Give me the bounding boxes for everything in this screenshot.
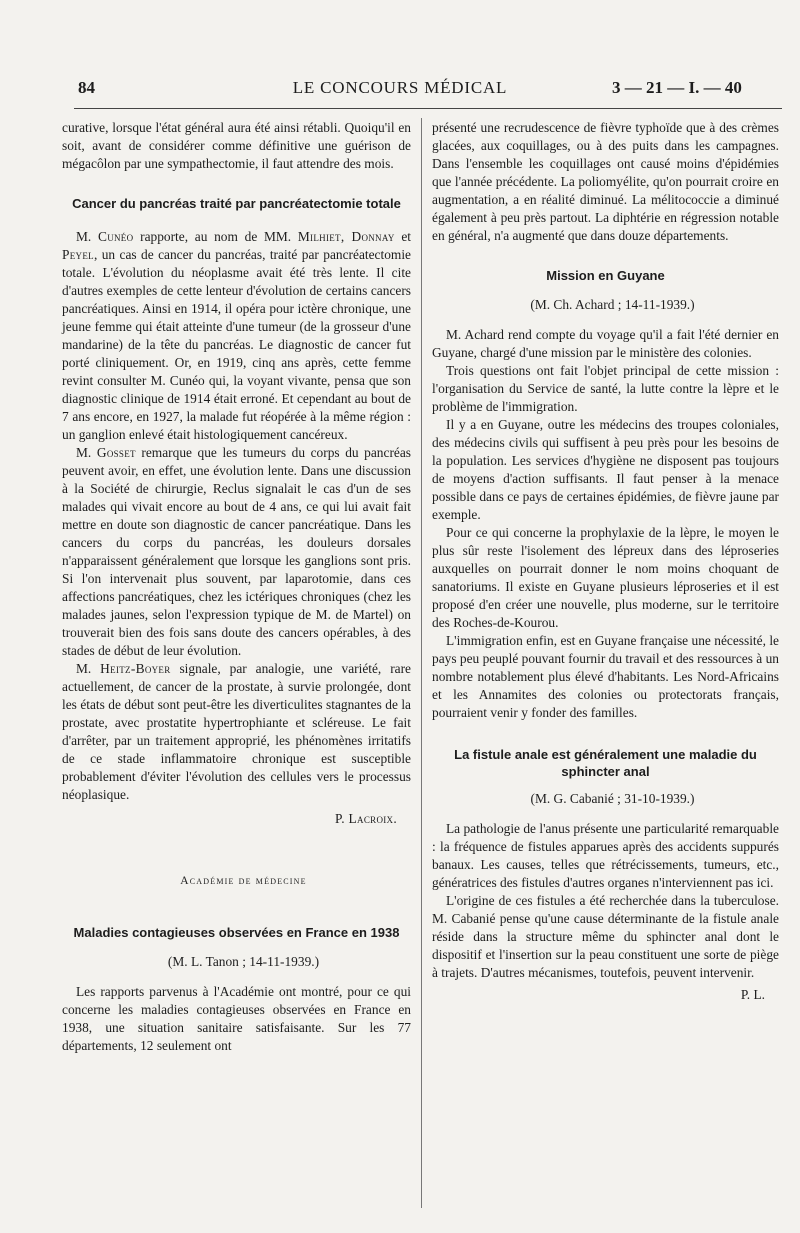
running-header	[0, 74, 800, 102]
reference: (M. G. Cabanié ; 31-10-1939.)	[530, 791, 695, 806]
author-name: Peyel	[62, 247, 94, 262]
paragraph: Les rapports parvenus à l'Académie ont montré, pour ce qui concerne les maladies contagieuses observées en France en 1938, une situation sanitaire satisfaisante. Sur les 77 départements, 12 seulement ont	[62, 984, 411, 1053]
section-heading: Cancer du pancréas traité par pancréatectomie totale	[72, 196, 401, 211]
reference: (M. Ch. Achard ; 14-11-1939.)	[530, 297, 695, 312]
paragraph: Pour ce qui concerne la prophylaxie de la lèpre, le moyen le plus sûr reste l'isolement des lépreux dans des léproseries auxquelles on pourrait donner le nom moins choquant de sanatoriums. Il existe en Guyane plusieurs léproseries et il est proposé d'en créer une nouvelle, plus moderne, sur le territoire des Roches-de-Kourou.	[432, 525, 779, 630]
section-heading: La fistule anale est généralement une maladie du sphincter anal	[454, 747, 757, 779]
paragraph: L'immigration enfin, est en Guyane française une nécessité, le pays peu peuplé pouvant fournir du travail et des ressources à un nombre notablement plus élevé d'habitants. Les Nord-Africains et les Annamites des colonies ou protectorats français, pourraient venir y fonder des familles.	[432, 633, 779, 720]
page-number: 84	[78, 78, 95, 97]
section-heading: Mission en Guyane	[546, 268, 665, 283]
author-name: Milhiet, Donnay	[297, 229, 395, 244]
paragraph: M. Achard rend compte du voyage qu'il a fait l'été dernier en Guyane, chargé d'une mission par le ministère des colonies.	[432, 327, 779, 360]
issue-date: 3 — 21 — I. — 40	[612, 78, 742, 97]
paragraph: M. Heitz-Boyer signale, par analogie, une variété, rare actuellement, de cancer de la prostate, à survie prolongée, dont les états de début sont peut-être les diverticulites stagnantes de la prostate, avec prostatite hypertrophiante et scléreuse. Le fait d'arrêter, par un traitement approprié, les phénomènes irritatifs de ce stade inflammatoire chronique est susceptible probablement d'éviter l'évolution des cellules vers le processus néoplasique.	[62, 661, 411, 802]
author-name: Cunéo	[97, 229, 134, 244]
left-column	[62, 119, 411, 1055]
paragraph: M. Gosset remarque que les tumeurs du corps du pancréas peuvent avoir, en effet, une évolution lente. Dans une discussion à la Société de chirurgie, Reclus signalait le cas d'un de ses malades qui vivait encore au bout de 4 ans, ce qui lui avait fait mettre en doute son diagnostic de cancer pancréatique. Dans les cancers du corps du pancréas, les douleurs dorsales n'apparaissent généralement que lorsque les ganglions sont pris. Si l'on intervenait plus souvent, par laparotomie, dans ces affections pancréatiques, chez les ictériques chroniques (chez les malades jaunes, selon l'expression typique de M. de Martel) on trouverait bien des fois sans doute des cancers opérables, à des stades de début de leur évolution.	[62, 445, 411, 658]
journal-title: LE CONCOURS MÉDICAL	[292, 78, 508, 97]
right-column	[432, 119, 779, 1004]
reference: (M. L. Tanon ; 14-11-1939.)	[167, 954, 320, 969]
paragraph: curative, lorsque l'état général aura été ainsi rétabli. Quoiqu'il en soit, avant de considérer comme définitive une guérison de mégacôlon par une sympathectomie, il faut attendre des mois.	[62, 120, 411, 171]
paragraph: Trois questions ont fait l'objet principal de cette mission : l'organisation du Service de santé, la lutte contre la lèpre et le problème de l'immigration.	[432, 363, 779, 414]
paragraph: présenté une recrudescence de fièvre typhoïde que à des crèmes glacées, aux coquillages, ou à des puits dans les campagnes. Dans l'ensemble les coquillages ont causé moins d'épidémies que l'année précédente. La poliomyélite, qu'on pourrait croire en augmentation, a en réalité diminué. La mélitococcie a diminué également à peu près partout. La diphtérie en régression notable en général, n'a augmenté que dans douze départements.	[432, 120, 779, 243]
author-name: Heitz-Boyer	[100, 661, 171, 676]
column-divider	[421, 118, 422, 1208]
paragraph: M. Cunéo rapporte, au nom de MM. Milhiet, Donnay et Peyel, un cas de cancer du pancréas, traité par pancréatectomie totale. L'évolution du néoplasme avait été très lente. Il cite d'autres exemples de cette lenteur d'évolution de certains cancers pancréatiques. Ainsi en 1914, il opéra pour ictère chronique, une jeune femme qui était atteinte d'une tumeur (de la grosseur d'une mandarine) de la tête du pancréas. Le diagnostic de cancer fut porté cliniquement. Or, en 1919, cinq ans après, cette femme revint consulter M. Cunéo qui, la voyant vivante, pensa que son diagnostic clinique de 1914 était erroné. Et cependant au bout de 7 ans encore, en 1927, la malade fut réopérée à la même région : un ganglion enlevé était histologiquement cancéreux.	[62, 229, 412, 442]
author-signature: P. L.	[740, 987, 765, 1002]
author-name: Gosset	[96, 445, 136, 460]
section-heading: Maladies contagieuses observées en France en 1938	[73, 925, 400, 940]
section-title: Académie de médecine	[180, 875, 307, 887]
author-signature: P. Lacroix.	[335, 811, 397, 826]
paragraph: La pathologie de l'anus présente une particularité remarquable : la fréquence de fistules apparues après des accidents suppurés banaux. Les causes, telles que rétrécissements, tumeurs, etc., génératrices des fistules d'autres organes n'interviennent pas ici.	[432, 821, 779, 890]
paragraph: Il y a en Guyane, outre les médecins des troupes coloniales, des médecins civils qui suffisent à peu près pour les besoins de la population. Les services d'hygiène ne disposent pas toujours de moyens d'action suffisants. Il faut penser à la menace possible dans ce pays de certaines épidémies, de fièvre jaune par exemple.	[432, 417, 779, 522]
paragraph: L'origine de ces fistules a été recherchée dans la tuberculose. M. Cabanié pense qu'une cause déterminante de la fistule anale réside dans la structure même du sphincter anal dont le dispositif et l'insertion sur la peau constituent une sorte de piège à trajets. D'autres mécanismes, toutefois, peuvent intervenir.	[432, 893, 779, 980]
header-rule	[74, 108, 782, 109]
